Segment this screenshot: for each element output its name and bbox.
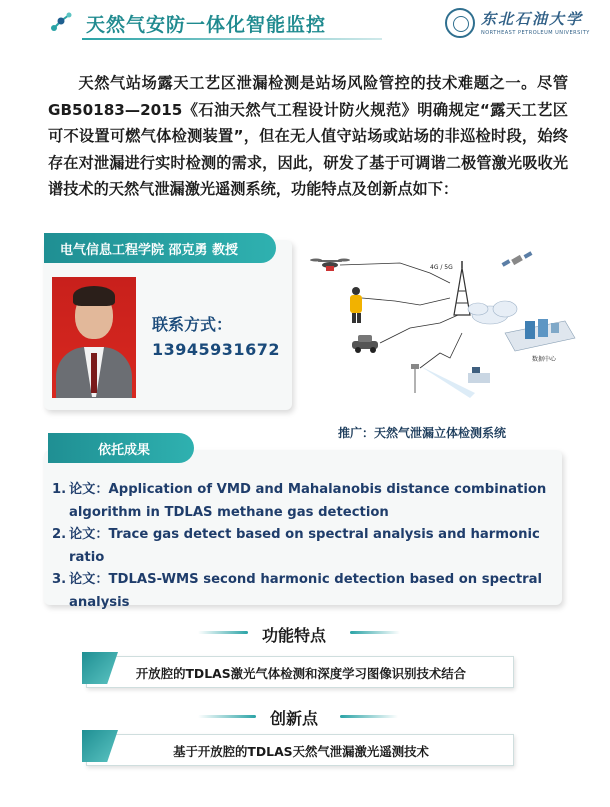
university-logo	[445, 8, 590, 42]
satellite-icon	[502, 251, 533, 266]
innovation-text: 基于开放腔的TDLAS天然气泄漏激光遥测技术	[173, 744, 429, 759]
vehicle-icon	[352, 335, 378, 353]
section-divider	[350, 631, 400, 634]
person-affiliation: 电气信息工程学院 邵克勇 教授	[60, 243, 239, 258]
section-divider	[340, 715, 398, 718]
control-room-icon	[468, 367, 490, 383]
logo-subtext: NORTHEAST PETROLEUM UNIVERSITY	[481, 30, 590, 36]
fixed-sensor-icon	[411, 364, 475, 398]
network-label: 4G / 5G	[430, 264, 453, 271]
features-box	[86, 656, 514, 688]
features-text: 开放腔的TDLAS激光气体检测和深度学习图像识别技术结合	[135, 666, 467, 681]
cell-tower-icon	[454, 261, 470, 315]
section-divider	[198, 715, 256, 718]
cloud-icon	[468, 301, 517, 324]
results-tab	[48, 433, 194, 463]
person-tab	[44, 233, 276, 263]
title-underline	[82, 38, 382, 40]
section-divider	[198, 631, 248, 634]
page-header	[0, 0, 610, 48]
innovation-title: 创新点	[270, 709, 319, 728]
results-list	[52, 479, 552, 614]
data-center-icon	[505, 319, 575, 351]
page-title: 天然气安防一体化智能监控	[86, 14, 327, 36]
contact-label: 联系方式：	[152, 315, 233, 334]
handheld-inspector-icon	[350, 287, 362, 323]
portrait-photo	[52, 277, 136, 398]
detection-system-diagram	[300, 243, 578, 415]
features-title: 功能特点	[262, 626, 327, 645]
diagram-caption: 推广：天然气泄漏立体检测系统	[338, 426, 507, 440]
logo-text: 东北石油大学	[481, 10, 584, 28]
university-seal-icon	[445, 8, 475, 38]
molecule-icon	[50, 10, 72, 32]
contact-phone: 13945931672	[152, 340, 280, 359]
list-item: 2. 论文：Trace gas detect based on spectral analysis and harmonic ratio	[52, 527, 540, 565]
data-center-label: 数据中心	[532, 356, 557, 363]
innovation-box	[86, 734, 514, 766]
results-title: 依托成果	[98, 443, 151, 458]
list-item: 3. 论文：TDLAS-WMS second harmonic detection based on spectral analysis	[52, 572, 543, 610]
intro-paragraph: 天然气站场露天工艺区泄漏检测是站场风险管控的技术难题之一。尽管GB50183—2015《石油天然气工程设计防火规范》明确规定“露天工艺区可不设置可燃气体检测装置”，但在无人值守站场或站场的非巡检时段，始终存在对泄漏进行实时检测的需求，因此，研发了基于可调谐二极管激光吸收光谱技术的天然气泄漏激光遥测系统，功能特点及创新点如下：	[48, 74, 568, 198]
list-item: 1. 论文：Application of VMD and Mahalanobis distance combination algorithm in TDLAS methane gas detection	[52, 482, 547, 520]
